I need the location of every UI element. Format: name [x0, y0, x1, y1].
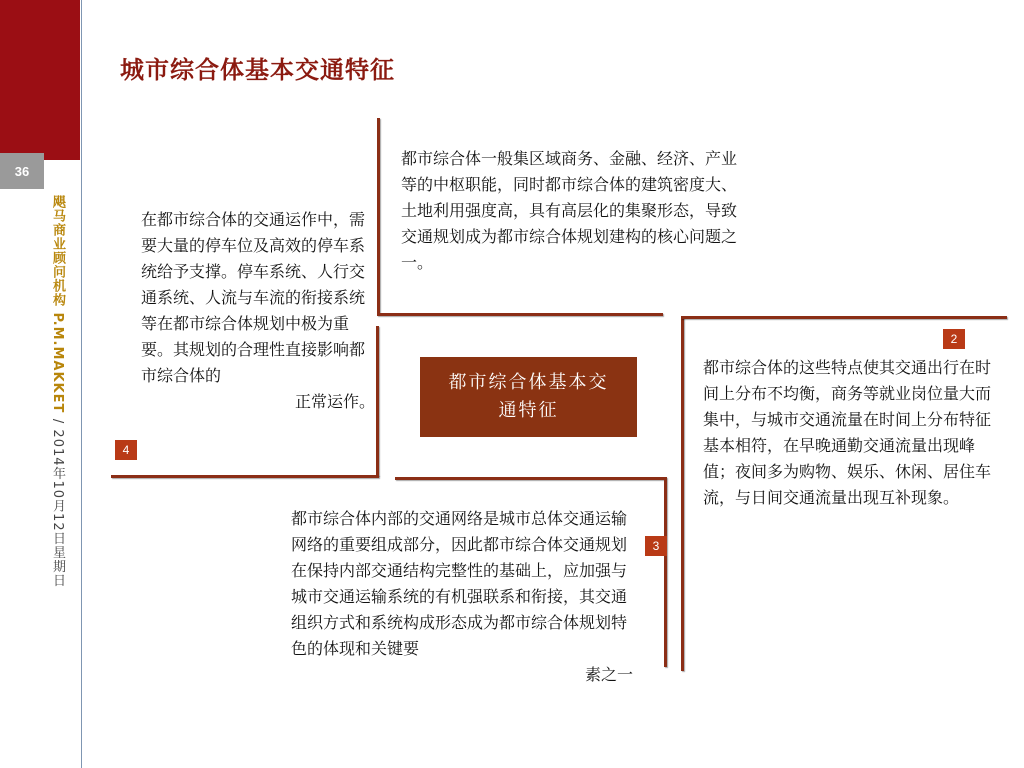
center-topic-box — [420, 357, 637, 437]
text-bottom-last: 素之一 — [584, 665, 633, 684]
text-right: 都市综合体的这些特点使其交通出行在时间上分布不均衡，商务等就业岗位量大而集中，与城市交通流量在时间上分布特征基本相符，在早晚通勤交通流量出现峰值；夜间多为购物、娱乐、休闲、居住车流，与日间交通流量出现互补现象。 — [703, 358, 992, 507]
brand-date: / 2014年10月12日星期日 — [50, 418, 65, 588]
text-block-top — [401, 146, 745, 276]
text-left-last: 正常运作。 — [294, 392, 375, 411]
divider-line — [377, 313, 663, 316]
text-block-bottom — [291, 506, 633, 688]
brand-bar — [0, 0, 80, 160]
page-number: 36 — [0, 153, 44, 189]
tag-3: 3 — [645, 536, 667, 556]
text-bottom: 都市综合体内部的交通网络是城市总体交通运输网络的重要组成部分，因此都市综合体交通规划在保持内部交通结构完整性的基础上，应加强与城市交通运输系统的有机强联系和衔接，其交通组织方式和系统构成形态成为都市综合体规划特色的体现和关键要 — [291, 509, 628, 658]
text-block-left — [141, 207, 375, 415]
divider-line — [377, 118, 380, 314]
divider-line — [111, 475, 379, 478]
divider-line — [395, 477, 665, 480]
tag-2: 2 — [943, 329, 965, 349]
page-title: 城市综合体基本交通特征 — [120, 56, 395, 84]
divider-line — [681, 316, 1007, 319]
brand-org: 飓马商业顾问机构 P.M.MAKKET — [50, 195, 65, 414]
tag-4: 4 — [115, 440, 137, 460]
text-block-right — [703, 355, 1000, 511]
divider-line — [664, 477, 667, 667]
center-topic-label: 都市综合体基本交通特征 — [448, 372, 609, 421]
text-left: 在都市综合体的交通运作中，需要大量的停车位及高效的停车系统给予支撑。停车系统、人行交通系统、人流与车流的衔接系统等在都市综合体规划中极为重要。其规划的合理性直接影响都市综合体的 — [141, 210, 366, 385]
divider-line — [681, 316, 684, 671]
vertical-brand — [48, 195, 67, 588]
left-divider — [81, 0, 82, 768]
divider-line — [376, 326, 379, 476]
text-top: 都市综合体一般集区域商务、金融、经济、产业等的中枢职能，同时都市综合体的建筑密度大、土地利用强度高，具有高层化的集聚形态，导致交通规划成为都市综合体规划建构的核心问题之一。 — [401, 149, 738, 272]
